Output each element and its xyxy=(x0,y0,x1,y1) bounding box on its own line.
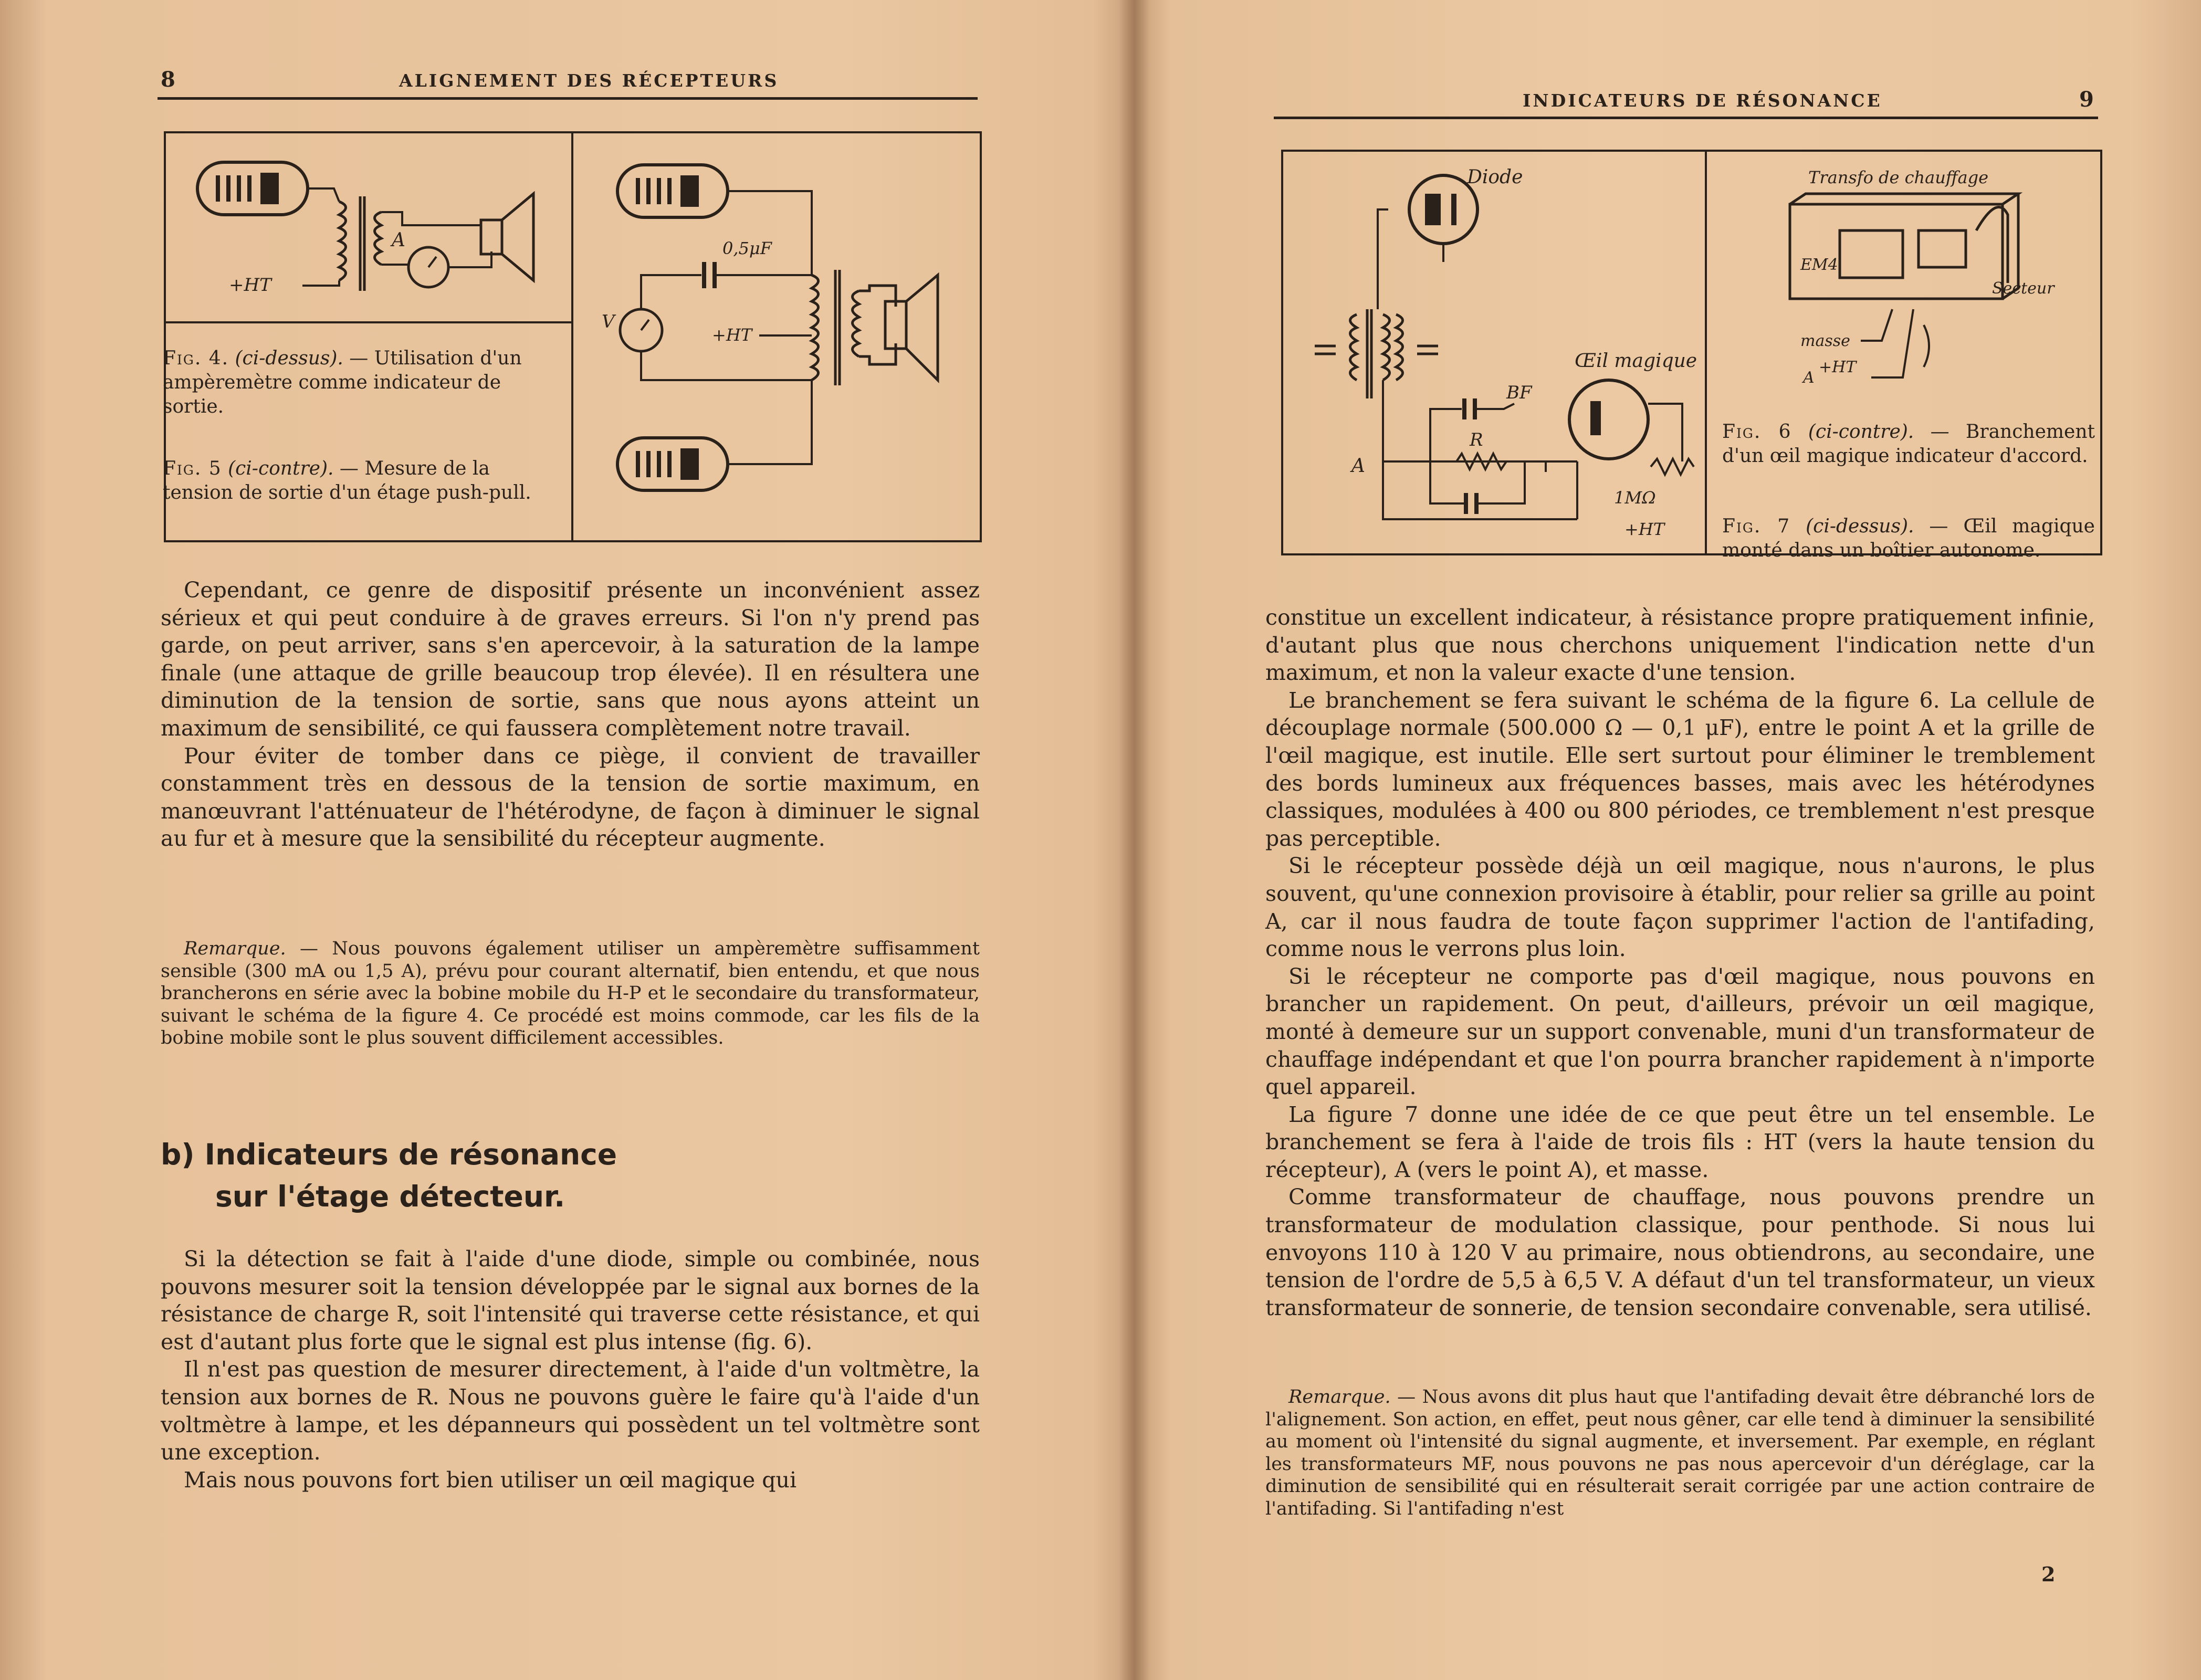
fig5-tube-bottom xyxy=(617,438,728,490)
paragraph: constitue un excellent indicateur, à résistance propre pratiquement infinie, d'autant plus que nous cherchons uniquement l'indication nette d'un maximum, et non la valeur exacte d'une tension. xyxy=(1265,605,2095,686)
remark-label: Remarque. xyxy=(184,938,286,959)
remark-text: — Nous pouvons également utiliser un ampèremètre suffisamment sensible (300 mA ou 1,5 A), prévu pour courant alternatif, bien entendu, et que nous brancherons en série avec la bobine mobile du H-P et le secondaire du transformateur, suivant le schéma de la figure 4. Ce procédé est moins commode, car les fils de la bobine mobile sont le plus souvent difficilement accessibles. xyxy=(161,938,980,1049)
fig5-ht-label: +HT xyxy=(712,325,752,345)
remark-label: Remarque. xyxy=(1288,1387,1391,1408)
fig6-diode-label: Diode xyxy=(1467,166,1523,188)
paragraph: Si le récepteur possède déjà un œil magique, nous n'aurons, le plus souvent, qu'une connexion provisoire à établir, pour relier sa grille au point A, car il nous faudra de toute façon supprimer l'action de l'antifading, comme nous le verrons plus loin. xyxy=(1265,853,2095,962)
page-number: 8 xyxy=(161,67,175,92)
fig7-box-icon xyxy=(1790,194,2018,299)
fig4-a-label: A xyxy=(392,229,405,251)
page-number: 9 xyxy=(2079,87,2094,112)
paragraph: Pour éviter de tomber dans ce piège, il convient de travailler constamment très en dessous de la tension de sortie maximum, en manœuvrant l'atténuateur de l'hétérodyne, de façon à diminuer le signal au fur et à mesure que la sensibilité du récepteur augmente. xyxy=(161,743,980,852)
left-body-text xyxy=(161,576,980,853)
fig6-ht-label: +HT xyxy=(1624,519,1665,539)
figure-7-caption-text: — Œil magique monté dans un boîtier autonome. xyxy=(1722,516,2095,561)
paragraph: La figure 7 donne une idée de ce que peut être un tel ensemble. Le branchement se fera à l'aide de trois fils : HT (vers la haute tension du récepteur), A (vers le point A), et masse. xyxy=(1265,1101,2095,1182)
section-title-line-2: sur l'étage détecteur. xyxy=(215,1180,565,1213)
fig5-speaker-icon xyxy=(859,275,938,380)
figure-6-caption-ref: (ci-contre). xyxy=(1808,421,1914,443)
header-rule xyxy=(1274,117,2098,119)
running-title: INDICATEURS DE RÉSONANCE xyxy=(1523,90,1882,111)
fig6-magic-eye-icon xyxy=(1569,380,1648,459)
signature-mark: 2 xyxy=(2041,1562,2056,1586)
fig7-masse-label: masse xyxy=(1800,332,1850,350)
fig7-secteur-label: Secteur xyxy=(1992,279,2055,298)
figure-4-caption xyxy=(163,346,536,419)
running-title: ALIGNEMENT DES RÉCEPTEURS xyxy=(399,70,779,91)
fig6-a-label: A xyxy=(1351,455,1365,477)
fig5-capacitor-label: 0,5μF xyxy=(722,238,772,258)
figure-7-caption xyxy=(1722,514,2095,563)
book-gutter xyxy=(1118,0,1150,1680)
fig6-res-label: 1MΩ xyxy=(1614,488,1656,508)
figure-7-caption-ref: (ci-dessus). xyxy=(1806,516,1914,537)
section-title-line-1: b) Indicateurs de résonance xyxy=(161,1138,617,1171)
left-remark xyxy=(161,938,980,1049)
fig4-ht-label: +HT xyxy=(229,275,271,296)
figure-4-caption-ref: (ci-dessus). xyxy=(235,348,343,369)
figure-6-caption-prefix: Fig. 6 xyxy=(1722,421,1792,443)
figure-5-caption-ref: (ci-contre). xyxy=(228,458,334,479)
paragraph: Si le récepteur ne comporte pas d'œil magique, nous pouvons en brancher un rapidement. On peut, d'ailleurs, prévoir un œil magique, monté à demeure sur un support convenable, muni d'un transformateur de chauffage indépendant et que l'on pourra brancher rapidement à n'importe quel appareil. xyxy=(1265,963,2095,1100)
fig7-a-label: A xyxy=(1803,369,1815,387)
paragraph: Comme transformateur de chauffage, nous pouvons prendre un transformateur de modulation classique, pour penthode. Si nous lui envoyons 110 à 120 V au primaire, nous obtiendrons, au secondaire, une tension de l'ordre de 5,5 à 6,5 V. A défaut d'un tel transformateur, un vieux transformateur de sonnerie, de tension secondaire convenable, sera utilisé. xyxy=(1265,1184,2095,1320)
fig6-oeil-label: Œil magique xyxy=(1575,350,1697,372)
header-rule xyxy=(158,97,978,100)
paragraph: Le branchement se fera suivant le schéma de la figure 6. La cellule de découplage normale (500.000 Ω — 0,1 μF), entre le point A et la grille de l'œil magique, est inutile. Elle sert surtout pour éliminer le tremblement des bords lumineux aux fréquences basses, mais avec les hétérodynes classiques, modulées à 400 ou 800 périodes, ce tremblement n'est presque pas perceptible. xyxy=(1265,687,2095,851)
fig5-transformer xyxy=(812,270,859,385)
fig4-tube xyxy=(197,162,308,215)
remark-text: — Nous avons dit plus haut que l'antifading devait être débranché lors de l'alignement. Son action, en effet, peut nous gêner, car elle tend à diminuer la sensibilité au moment où l'intensité du signal augmente, et inversement. Par exemple, en réglant les transformateurs MF, nous pouvons ne pas nous apercevoir d'un déréglage, car la diminution de sensibilité qui en résulterait serait corrigée par une action contraire de l'antifading. Si l'antifading n'est xyxy=(1265,1387,2095,1519)
fig7-transfo-label: Transfo de chauffage xyxy=(1808,167,1989,187)
fig5-tube-top xyxy=(617,165,728,217)
figure-7-caption-prefix: Fig. 7 xyxy=(1722,516,1791,537)
paragraph: Cependant, ce genre de dispositif présente un inconvénient assez sérieux et qui peut conduire à de graves erreurs. Si l'on n'y prend pas garde, on peut arriver, sans s'en apercevoir, à la saturation de la lampe finale (une attaque de grille beaucoup trop élevée). Il en résultera une diminution de la tension de sortie, sans que nous ayons atteint un maximum de sensibilité, ce qui faussera complètement notre travail. xyxy=(161,578,980,741)
figure-5-caption-prefix: Fig. 5 xyxy=(163,458,222,479)
figure-6-7-diagram xyxy=(1283,152,2100,553)
fig7-ht-label: +HT xyxy=(1819,358,1857,376)
fig6-diode-icon xyxy=(1409,175,1477,244)
paragraph: Mais nous pouvons fort bien utiliser un œil magique qui xyxy=(184,1467,797,1493)
fig6-capacitor-icon xyxy=(1464,398,1475,419)
figure-4-caption-text: — Utilisation d'un ampèremètre comme indicateur de sortie. xyxy=(163,348,522,417)
fig6-r-label: R xyxy=(1470,429,1483,450)
figure-5-caption-text: — Mesure de la tension de sortie d'un étage push-pull. xyxy=(163,458,531,503)
figure-6-7-frame xyxy=(1281,150,2102,555)
right-page xyxy=(1134,0,2201,1680)
fig6-if-transformer xyxy=(1315,309,1438,398)
figure-6-caption-text: — Branchement d'un œil magique indicateur d'accord. xyxy=(1722,421,2095,467)
fig5-capacitor-icon xyxy=(704,262,715,288)
left-body-text-2 xyxy=(161,1245,980,1494)
fig6-bf-label: BF xyxy=(1506,382,1532,403)
figure-6-caption xyxy=(1722,420,2095,468)
right-body-text xyxy=(1265,604,2095,1321)
fig7-tube-label: EM4 xyxy=(1800,256,1838,274)
fig4-transformer xyxy=(339,196,381,291)
figure-5-caption xyxy=(163,457,536,505)
paragraph: Il n'est pas question de mesurer directement, à l'aide d'un voltmètre, la tension aux bornes de R. Nous ne pouvons guère le faire qu'à l'aide d'un voltmètre à lampe, et les dépanneurs qui possèdent un tel voltmètre sont une exception. xyxy=(161,1357,980,1465)
paragraph: Si la détection se fait à l'aide d'une diode, simple ou combinée, nous pouvons mesurer soit la tension développée par le signal aux bornes de la résistance de charge R, soit l'intensité qui traverse cette résistance, et qui est d'autant plus forte que le signal est plus intense (fig. 6). xyxy=(161,1246,980,1354)
figure-4-caption-prefix: Fig. 4. xyxy=(163,348,229,369)
fig5-v-label: V xyxy=(602,311,615,332)
right-remark xyxy=(1265,1386,2095,1520)
